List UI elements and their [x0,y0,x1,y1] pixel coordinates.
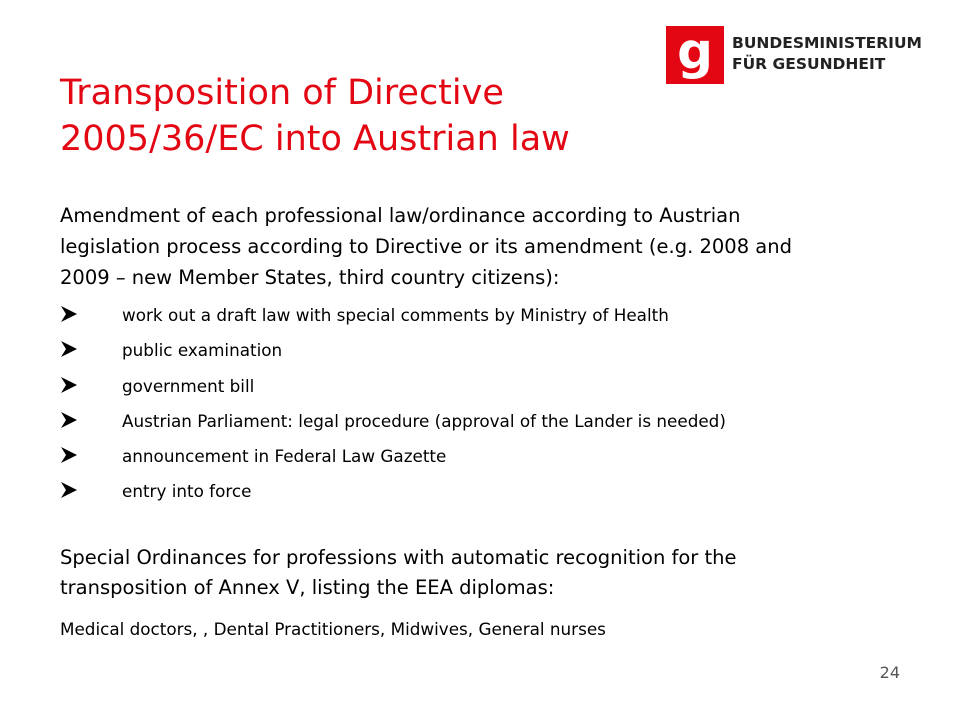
list-item [60,372,920,407]
intro-line-2: legislation process according to Directive or its amendment (e.g. 2008 and [60,235,792,258]
intro-line-3: 2009 – new Member States, third country citizens): [60,266,560,289]
list-item-text: work out a draft law with special comments by Ministry of Health [122,305,669,325]
list-item [60,442,920,477]
page-number: 24 [879,663,900,682]
logo-letter: g [677,26,713,80]
list-item-text: announcement in Federal Law Gazette [122,446,447,467]
intro-line-1: Amendment of each professional law/ordinance according to Austrian [60,204,741,227]
list-item [60,336,920,371]
list-item [60,301,920,336]
special-ordinances-paragraph [60,543,920,603]
procedure-steps-list [60,301,920,513]
list-item [60,407,920,442]
logo-wordmark [732,33,960,75]
professions-list-text: Medical doctors, , Dental Practitioners, Midwives, General nurses [60,619,606,639]
arrowhead-bullet-icon [60,376,78,394]
arrowhead-bullet-icon [60,411,78,429]
list-item-text: entry into force [122,481,252,502]
list-item-text: Austrian Parliament: legal procedure (approval of the Lander is needed) [122,410,726,431]
logo-line-2: FÜR GESUNDHEIT [732,55,886,73]
arrowhead-bullet-icon [60,446,78,464]
arrowhead-bullet-icon [60,340,78,358]
intro-paragraph [60,200,920,293]
logo-line-1: BUNDESMINISTERIUM [732,34,922,52]
slide-title [60,70,680,162]
special-line-1: Special Ordinances for professions with automatic recognition for the [60,546,737,569]
list-item-text: public examination [122,340,283,361]
list-item-text: government bill [122,375,255,396]
arrowhead-bullet-icon [60,481,78,499]
list-item [60,477,920,512]
special-line-2: transposition of Annex V, listing the EEA diplomas: [60,576,555,599]
title-line-1: Transposition of Directive [60,73,504,113]
title-line-2: 2005/36/EC into Austrian law [60,119,570,159]
arrowhead-bullet-icon [60,305,78,323]
